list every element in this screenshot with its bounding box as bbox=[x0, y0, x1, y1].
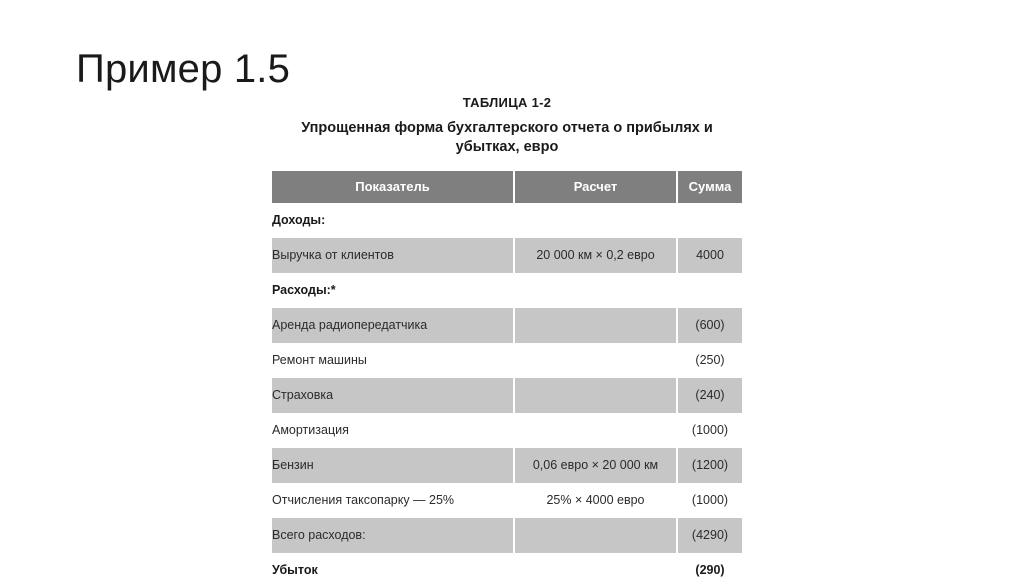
table-header-row bbox=[272, 171, 742, 203]
cell-calculation bbox=[515, 203, 678, 238]
cell-indicator: Всего расходов: bbox=[272, 518, 515, 553]
cell-calculation bbox=[515, 553, 678, 588]
cell-indicator: Выручка от клиентов bbox=[272, 238, 515, 273]
cell-sum: (600) bbox=[678, 308, 742, 343]
column-header-indicator: Показатель bbox=[272, 171, 515, 203]
table-row bbox=[272, 238, 742, 273]
page-title: Пример 1.5 bbox=[76, 47, 291, 91]
cell-calculation bbox=[515, 378, 678, 413]
table-row bbox=[272, 273, 742, 308]
cell-indicator: Убыток bbox=[272, 553, 515, 588]
cell-sum bbox=[678, 273, 742, 308]
cell-indicator: Страховка bbox=[272, 378, 515, 413]
cell-indicator: Отчисления таксопарку — 25% bbox=[272, 483, 515, 518]
table-row bbox=[272, 518, 742, 553]
table-row bbox=[272, 378, 742, 413]
table-block bbox=[272, 95, 742, 588]
cell-calculation: 20 000 км × 0,2 евро bbox=[515, 238, 678, 273]
cell-calculation bbox=[515, 308, 678, 343]
table-row bbox=[272, 553, 742, 588]
cell-sum: (250) bbox=[678, 343, 742, 378]
cell-sum bbox=[678, 203, 742, 238]
cell-calculation bbox=[515, 273, 678, 308]
cell-sum: (240) bbox=[678, 378, 742, 413]
cell-sum: (1200) bbox=[678, 448, 742, 483]
cell-calculation bbox=[515, 413, 678, 448]
table-caption: Упрощенная форма бухгалтерского отчета о прибылях и убытках, евро bbox=[301, 119, 713, 156]
table-body bbox=[272, 203, 742, 588]
table-row bbox=[272, 413, 742, 448]
cell-indicator: Ремонт машины bbox=[272, 343, 515, 378]
cell-calculation: 0,06 евро × 20 000 км bbox=[515, 448, 678, 483]
cell-sum: (4290) bbox=[678, 518, 742, 553]
table-row bbox=[272, 203, 742, 238]
cell-calculation: 25% × 4000 евро bbox=[515, 483, 678, 518]
cell-indicator: Аренда радиопередатчика bbox=[272, 308, 515, 343]
cell-sum: 4000 bbox=[678, 238, 742, 273]
table-row bbox=[272, 343, 742, 378]
column-header-calculation: Расчет bbox=[515, 171, 678, 203]
cell-indicator: Амортизация bbox=[272, 413, 515, 448]
cell-indicator: Бензин bbox=[272, 448, 515, 483]
cell-indicator: Расходы:* bbox=[272, 273, 515, 308]
column-header-sum: Сумма bbox=[678, 171, 742, 203]
cell-sum: (1000) bbox=[678, 413, 742, 448]
table-row bbox=[272, 483, 742, 518]
cell-sum: (290) bbox=[678, 553, 742, 588]
cell-calculation bbox=[515, 518, 678, 553]
cell-calculation bbox=[515, 343, 678, 378]
table-row bbox=[272, 308, 742, 343]
table-number-label: ТАБЛИЦА 1-2 bbox=[462, 95, 552, 110]
cell-indicator: Доходы: bbox=[272, 203, 515, 238]
profit-and-loss-table bbox=[272, 171, 742, 588]
cell-sum: (1000) bbox=[678, 483, 742, 518]
table-header bbox=[272, 171, 742, 203]
table-row bbox=[272, 448, 742, 483]
